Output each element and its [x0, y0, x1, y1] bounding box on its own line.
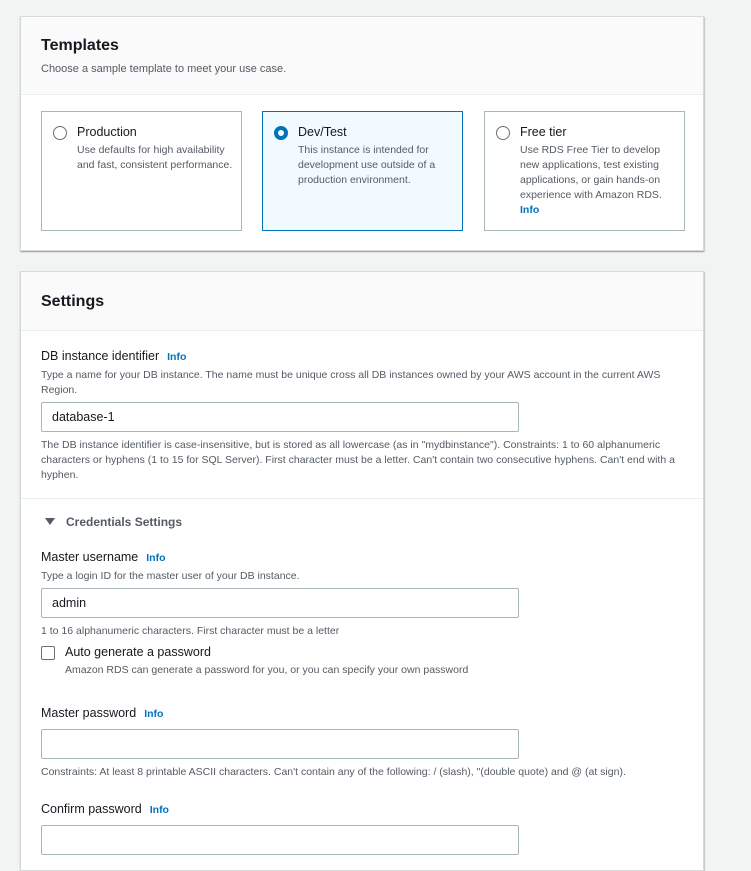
- confirm-password-label-text: Confirm password: [41, 802, 142, 816]
- template-description: This instance is intended for development use outside of a production environment.: [298, 144, 436, 186]
- section-divider: [21, 498, 703, 499]
- templates-header: [21, 17, 703, 95]
- template-description: Use defaults for high availability and fast, consistent performance.: [77, 144, 233, 171]
- templates-description: Choose a sample template to meet your use case.: [41, 63, 287, 75]
- settings-title: Settings: [41, 293, 105, 310]
- master-password-info-link[interactable]: Info: [144, 708, 164, 720]
- template-option-free-tier[interactable]: [484, 111, 685, 231]
- template-option-devtest[interactable]: [262, 111, 463, 231]
- radio-production[interactable]: [53, 126, 67, 140]
- template-label: Free tier: [520, 125, 567, 139]
- settings-header: [21, 272, 703, 331]
- auto-generate-password-label[interactable]: Auto generate a password: [65, 645, 211, 659]
- template-description-text: Use RDS Free Tier to develop new applications, test existing applications, or gain hands-on experience with Amazon RDS.: [520, 144, 662, 201]
- template-description: [520, 143, 678, 218]
- template-option-production[interactable]: [41, 111, 242, 231]
- confirm-password-info-link[interactable]: Info: [149, 804, 169, 816]
- template-label: Dev/Test: [298, 125, 347, 139]
- auto-generate-password-description: Amazon RDS can generate a password for you, or you can specify your own password: [65, 664, 469, 676]
- master-password-constraint: Constraints: At least 8 printable ASCII characters. Can't contain any of the following: / (slash), "(double quote) and @ (at sign).: [41, 766, 626, 778]
- master-password-input[interactable]: [41, 729, 519, 759]
- master-username-description: Type a login ID for the master user of your DB instance.: [41, 570, 300, 582]
- free-tier-info-link[interactable]: Info: [520, 204, 540, 216]
- db-identifier-constraint: The DB instance identifier is case-insensitive, but is stored as all lowercase (as in "mydbinstance"). Constraints: 1 to 60 alphanumeric characters or hyphens (1 to 15 for SQL Server). First character must be a letter. Can't contain two consecutive hyphens. Can't end with a hyphen.: [41, 439, 675, 481]
- master-username-input[interactable]: [41, 588, 519, 618]
- db-identifier-info-link[interactable]: Info: [167, 351, 187, 363]
- master-username-info-link[interactable]: Info: [146, 552, 166, 564]
- radio-devtest[interactable]: [274, 126, 288, 140]
- settings-panel: [20, 271, 704, 871]
- db-identifier-label: [41, 349, 186, 363]
- radio-free-tier[interactable]: [496, 126, 510, 140]
- master-username-constraint: 1 to 16 alphanumeric characters. First character must be a letter: [41, 625, 340, 637]
- confirm-password-input[interactable]: [41, 825, 519, 855]
- confirm-password-label: [41, 802, 169, 816]
- templates-panel: [20, 16, 704, 251]
- db-identifier-input[interactable]: [41, 402, 519, 432]
- master-password-label: [41, 706, 163, 720]
- db-identifier-label-text: DB instance identifier: [41, 349, 160, 363]
- master-password-label-text: Master password: [41, 706, 137, 720]
- master-username-label: [41, 550, 166, 564]
- db-identifier-description: Type a name for your DB instance. The name must be unique cross all DB instances owned by your AWS account in the current AWS Region.: [41, 369, 661, 396]
- credentials-settings-toggle[interactable]: [45, 515, 182, 529]
- caret-down-icon: [45, 518, 55, 525]
- credentials-settings-title: Credentials Settings: [66, 515, 183, 529]
- templates-title: Templates: [41, 37, 119, 54]
- master-username-label-text: Master username: [41, 550, 139, 564]
- auto-generate-password-checkbox[interactable]: [41, 646, 55, 660]
- template-label: Production: [77, 125, 137, 139]
